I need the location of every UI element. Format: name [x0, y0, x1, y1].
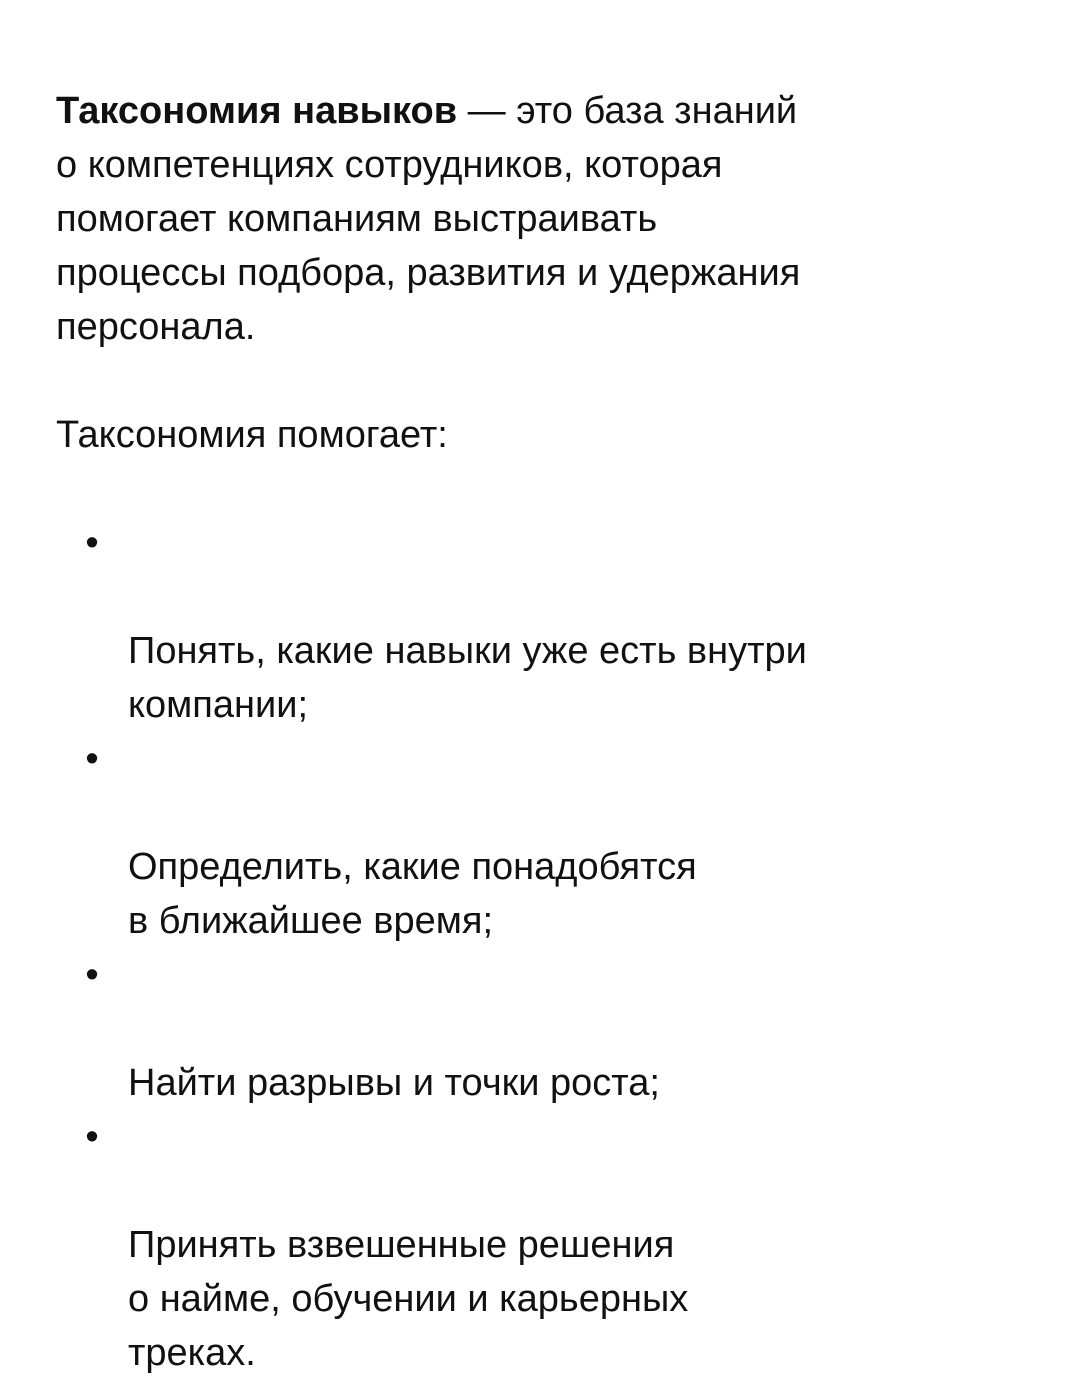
intro-paragraph: [56, 84, 1046, 354]
list-item: [56, 516, 1046, 732]
benefits-list: [56, 516, 1046, 1380]
intro-definition: — это база знаний о компетенциях сотрудников, которая помогает компаниям выстраивать процессы подбора, развития и удержания персонала.: [56, 90, 801, 348]
list-item-text: Найти разрывы и точки роста;: [128, 1062, 660, 1104]
lead-heading: Таксономия помогает:: [56, 414, 448, 456]
list-item: [56, 732, 1046, 948]
intro-term: Таксономия навыков: [56, 90, 458, 132]
bullet-icon: •: [85, 1116, 99, 1158]
list-item-text: Понять, какие навыки уже есть внутри компании;: [128, 630, 807, 726]
list-item: [56, 948, 1046, 1110]
bullet-icon: •: [85, 954, 99, 996]
bullet-icon: •: [85, 522, 99, 564]
list-item: [56, 1110, 1046, 1380]
document-body: [56, 84, 1046, 1380]
bullet-icon: •: [85, 738, 99, 780]
list-item-text: Определить, какие понадобятся в ближайшее время;: [128, 846, 697, 942]
list-item-text: Принять взвешенные решения о найме, обучении и карьерных треках.: [128, 1224, 689, 1374]
